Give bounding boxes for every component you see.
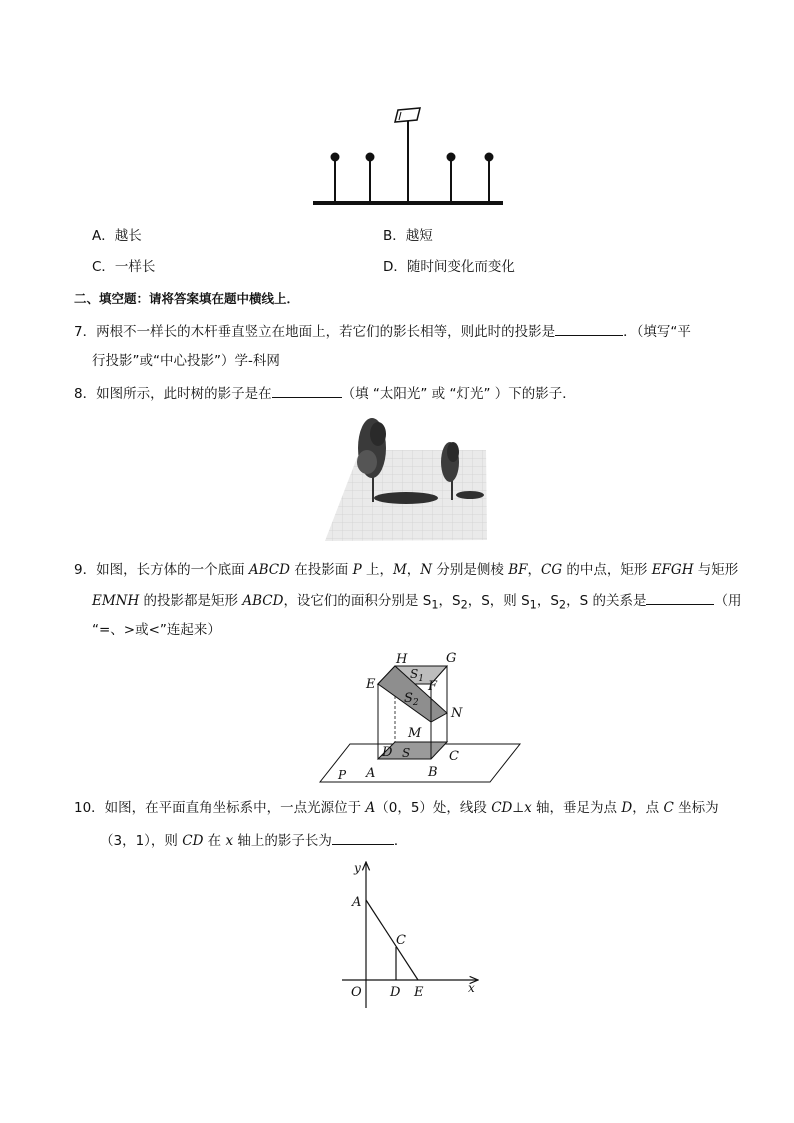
label-y: y: [354, 861, 361, 875]
q10-text: 在: [203, 833, 226, 849]
q9-var: BF: [508, 562, 528, 578]
lamp-poles-figure: [310, 100, 510, 210]
q7-text-1: 7．两根不一样长的木杆垂直竖立在地面上，若它们的影长相等，则此时的投影是: [74, 324, 556, 340]
q10-text: （0，5）处，线段: [375, 800, 492, 816]
q10-text: ⊥: [512, 800, 525, 816]
q9-var: CG: [540, 562, 563, 578]
q10-answer-blank[interactable]: [332, 830, 394, 845]
q9-var: N: [420, 562, 433, 578]
coordinate-plane-figure: [338, 856, 488, 1012]
q9-var: M: [392, 562, 407, 578]
q9-text: ，S，则 S: [467, 593, 530, 609]
label-m: M: [408, 726, 422, 741]
q9-var: ABCD: [248, 562, 290, 578]
q10-var: CD: [182, 833, 204, 849]
q8-text-2: （填 “太阳光” 或 “灯光” ）下的影子．: [341, 386, 576, 402]
q10-text: ，点: [632, 800, 664, 816]
q9-sub: 1: [431, 598, 439, 612]
label-c: C: [396, 933, 406, 948]
q10-text: 坐标为: [673, 800, 719, 816]
label-o: O: [351, 985, 362, 1000]
q9-text: ，S 的关系是: [566, 593, 647, 609]
q9-text: 分别是侧棱: [432, 562, 509, 578]
q9-sub: 2: [460, 598, 468, 612]
option-d: D．随时间变化而变化: [383, 259, 515, 275]
q10-var: CD: [491, 800, 513, 816]
label-d: D: [390, 985, 401, 1000]
label-h: H: [396, 652, 408, 667]
question-7-line-1: [74, 321, 691, 342]
label-s: S: [402, 746, 411, 760]
label-n: N: [451, 706, 463, 721]
question-9-line-3: “=、>或<”连起来）: [92, 622, 221, 638]
label-e: E: [366, 677, 376, 692]
cuboid-projection-figure: [318, 646, 523, 786]
q10-text: 10．如图，在平面直角坐标系中，一点光源位于: [74, 800, 366, 816]
option-a: A．越长: [92, 228, 142, 244]
q8-answer-blank[interactable]: [272, 383, 342, 398]
q9-text: 在投影面: [289, 562, 353, 578]
q10-var: C: [663, 800, 674, 816]
q9-var: ABCD: [242, 593, 284, 609]
label-s1: $S_1$: [410, 667, 424, 684]
trees-shadow-figure: [322, 410, 490, 546]
option-c: C．一样长: [92, 259, 156, 275]
label-f: F: [428, 679, 438, 694]
q9-answer-blank[interactable]: [646, 590, 714, 605]
q9-text: 的投影都是矩形: [139, 593, 243, 609]
question-8: [74, 383, 576, 404]
q9-text: 9．如图，长方体的一个底面: [74, 562, 249, 578]
label-g: G: [446, 651, 457, 666]
q9-text: ，S: [438, 593, 461, 609]
label-a: A: [352, 895, 362, 910]
label-d: D: [382, 745, 393, 760]
section-heading: 二、填空题：请将答案填在题中横线上．: [74, 291, 300, 306]
q10-text: ．: [393, 833, 408, 849]
label-e: E: [414, 985, 424, 1000]
q9-var: EMNH: [92, 593, 140, 609]
label-c: C: [449, 749, 459, 764]
q10-text: （3，1），则: [100, 833, 183, 849]
question-9-line-2: [92, 590, 741, 616]
q10-var: A: [365, 800, 376, 816]
q9-text: 与矩形: [693, 562, 739, 578]
q10-text: 轴，垂足为点: [531, 800, 622, 816]
question-10-line-2: [100, 830, 407, 851]
q9-var: P: [352, 562, 362, 578]
q9-sub: 1: [529, 598, 537, 612]
label-s2: $S_2$: [404, 691, 419, 708]
q9-text: ，设它们的面积分别是 S: [283, 593, 432, 609]
q8-text-1: 8．如图所示，此时树的影子是在: [74, 386, 272, 402]
label-a: A: [366, 766, 376, 781]
q9-text: 的中点，矩形: [562, 562, 652, 578]
q9-sub: 2: [558, 598, 567, 612]
label-b: B: [428, 765, 438, 780]
label-x: x: [468, 981, 475, 995]
q7-answer-blank[interactable]: [555, 321, 623, 336]
question-7-line-2: 行投影”或“中心投影”）学-科网: [92, 353, 280, 369]
q10-var: x: [524, 800, 532, 816]
q10-var: x: [225, 833, 234, 849]
q9-text: ，S: [536, 593, 559, 609]
question-9-line-1: [74, 560, 738, 580]
q9-text: （用: [714, 593, 742, 609]
q7-text-2: ．（填写“平: [623, 324, 691, 340]
q10-text: 轴上的影子长为: [233, 833, 332, 849]
q9-var: EFGH: [651, 562, 694, 578]
option-b: B．越短: [383, 228, 433, 244]
q9-text: ，: [406, 562, 421, 578]
question-10-line-1: [74, 798, 719, 818]
label-p: P: [338, 768, 347, 782]
q10-var: D: [621, 800, 633, 816]
q9-text: ，: [527, 562, 541, 578]
q9-text: 上，: [361, 562, 393, 578]
